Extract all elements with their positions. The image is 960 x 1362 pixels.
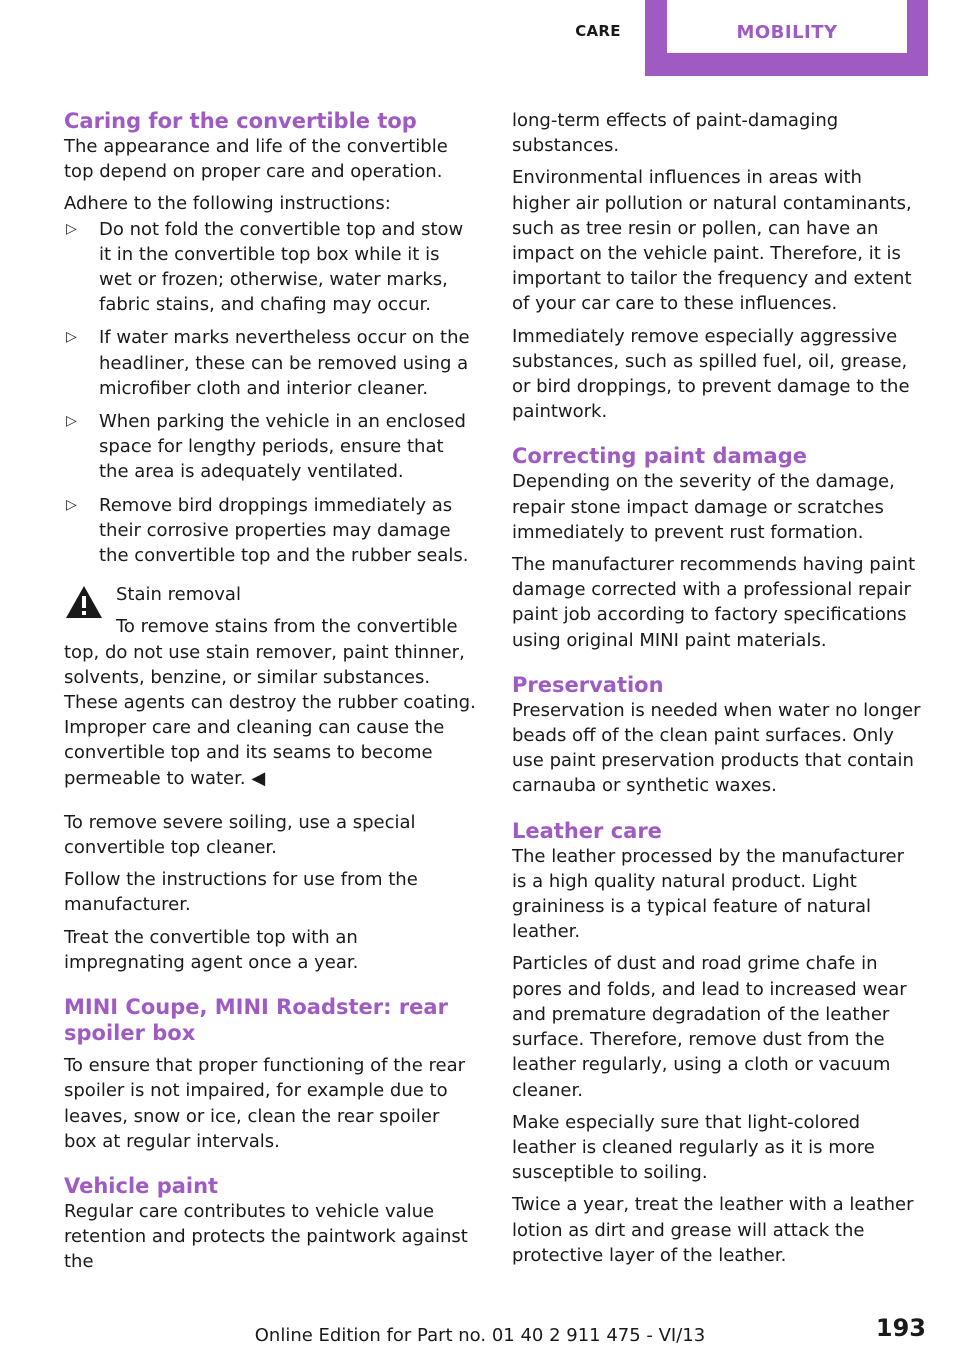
warning-text: top, do not use stain remover, paint thinner, solvents, benzine, or similar substances. These agents can destroy the rubber coating. Improper care and cleaning can cause the convertible top and its seams to become permeable to water. ◀ (64, 641, 476, 789)
header-section-care: CARE (575, 22, 621, 40)
left-column (64, 108, 476, 1275)
paragraph: To remove severe soiling, use a special convertible top cleaner. (64, 811, 416, 859)
paragraph: The appearance and life of the convertible top depend on proper care and operation. (64, 136, 448, 183)
paragraph: Follow the instructions for use from the manufacturer. (64, 869, 418, 916)
heading-leather-care: Leather care (512, 818, 662, 843)
list-item: ▷ Remove bird droppings immediately as their corrosive properties may damage the convertible top and the rubber seals. (66, 494, 469, 567)
warning-title: Stain removal (116, 584, 241, 606)
paragraph: Immediately remove especially aggressive substances, such as spilled fuel, oil, grease, or bird droppings, to prevent damage to the paintwork. (512, 325, 910, 423)
triangle-bullet-icon: ▷ (66, 329, 77, 346)
page-number: 193 (875, 1314, 926, 1342)
end-marker-icon: ◀ (251, 767, 266, 789)
paragraph: Twice a year, treat the leather with a leather lotion as dirt and grease will attack the protective layer of the leather. (512, 1194, 914, 1266)
heading-correcting-paint-damage: Correcting paint damage (512, 444, 808, 469)
heading-vehicle-paint: Vehicle paint (64, 1173, 219, 1198)
warning-note (64, 582, 476, 791)
heading-preservation: Preservation (512, 672, 664, 697)
paragraph: The manufacturer recommends having paint damage corrected with a professional repair paint job according to factory specifications using original MINI paint materials. (512, 554, 916, 651)
triangle-bullet-icon: ▷ (66, 413, 77, 430)
paragraph: long-term effects of paint-damaging substances. (512, 110, 839, 157)
list-item: ▷ Do not fold the convertible top and stow it in the convertible top box while it is wet or frozen; otherwise, water marks, fabric stains, and chafing may occur. (66, 218, 464, 316)
header-section-mobility: MOBILITY (736, 22, 838, 43)
paragraph: Particles of dust and road grime chafe in pores and folds, and lead to increased wear and premature degradation of the leather surface. Therefore, remove dust from the leather regularly, using a cloth or vacuum cleaner. (512, 953, 907, 1101)
warning-icon (64, 584, 104, 620)
triangle-bullet-icon: ▷ (66, 496, 77, 513)
warning-text: To remove stains from the convertible (116, 616, 458, 638)
heading-convertible-top: Caring for the convertible top (64, 109, 417, 133)
paragraph: Make especially sure that light-colored leather is cleaned regularly as it is more susceptible to soiling. (512, 1111, 875, 1184)
triangle-bullet-icon: ▷ (66, 220, 77, 237)
paragraph: The leather processed by the manufacturer is a high quality natural product. Light graininess is a typical feature of natural leather. (512, 845, 905, 943)
paragraph: Depending on the severity of the damage, repair stone impact damage or scratches immediately to prevent rust formation. (512, 471, 895, 543)
paragraph: Adhere to the following instructions: (64, 193, 391, 215)
paragraph: Treat the convertible top with an impregnating agent once a year. (64, 926, 359, 973)
list-item: ▷ If water marks nevertheless occur on the headliner, these can be removed using a microfiber cloth and interior cleaner. (66, 327, 470, 399)
heading-rear-spoiler: MINI Coupe, MINI Roadster: rear spoiler box (64, 995, 448, 1046)
right-column (512, 108, 924, 1268)
paragraph: Regular care contributes to vehicle value retention and protects the paintwork against the (64, 1200, 468, 1273)
paragraph: Preservation is needed when water no longer beads off of the clean paint surfaces. Only use paint preservation products that contain carnauba or synthetic waxes. (512, 699, 921, 797)
paragraph: Environmental influences in areas with higher air pollution or natural contaminants, such as tree resin or pollen, can have an impact on the vehicle paint. Therefore, it is important to tailor the frequency and extent of your car care to these influences. (512, 167, 912, 315)
edition-footer-text: Online Edition for Part no. 01 40 2 911 475 - VI/13 (254, 1325, 706, 1346)
page-footer (0, 1314, 960, 1354)
header-tab-mobility (645, 0, 928, 76)
instruction-list (64, 217, 476, 569)
list-item: ▷ When parking the vehicle in an enclosed space for lengthy periods, ensure that the area is adequately ventilated. (66, 411, 466, 483)
paragraph: To ensure that proper functioning of the rear spoiler is not impaired, for example due to leaves, snow or ice, clean the rear spoiler box at regular intervals. (64, 1055, 466, 1152)
